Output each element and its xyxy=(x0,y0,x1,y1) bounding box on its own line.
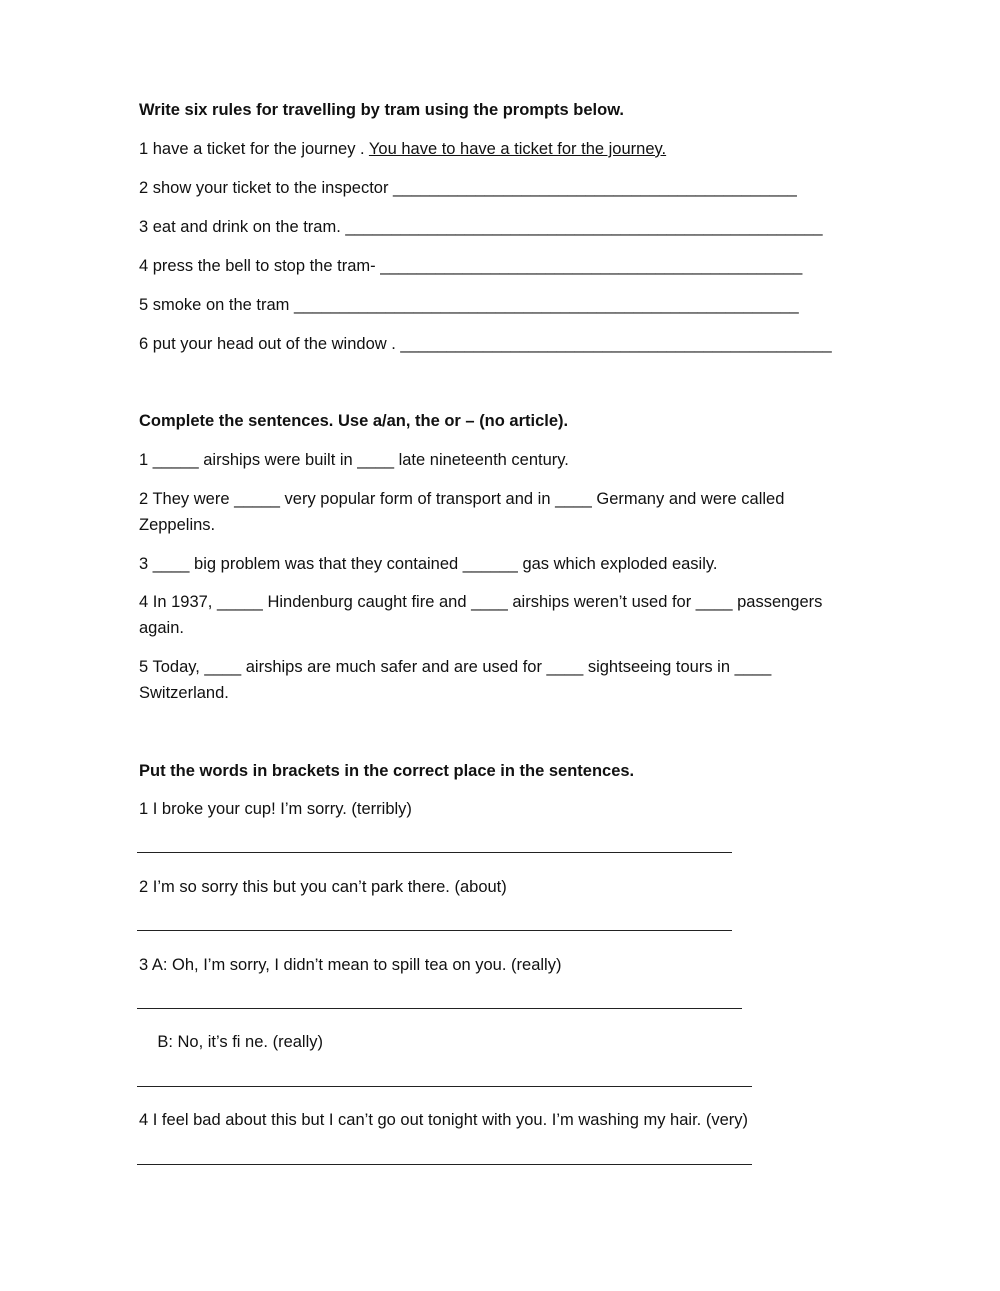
section-1-item-4: 4 press the bell to stop the tram- ______________________________________________ xyxy=(139,257,803,275)
section-1-heading: Write six rules for travelling by tram using the prompts below. xyxy=(139,101,625,119)
section-1-item-5: 5 smoke on the tram _______________________________________________________ xyxy=(139,296,799,314)
section-1-item-6: 6 put your head out of the window . _______________________________________________ xyxy=(139,335,832,353)
item-1-example-answer: You have to have a ticket for the journey. xyxy=(368,140,667,158)
answer-line-2[interactable] xyxy=(137,930,732,931)
answer-line-3[interactable] xyxy=(137,1008,742,1009)
answer-line-4[interactable] xyxy=(137,1086,752,1087)
item-1-prompt: 1 have a ticket for the journey . xyxy=(139,140,369,158)
section-3-item-3b: B: No, it’s fi ne. (really) xyxy=(139,1033,323,1051)
section-3-item-3: 3 A: Oh, I’m sorry, I didn’t mean to spill tea on you. (really) xyxy=(139,956,562,974)
section-3-item-1: 1 I broke your cup! I’m sorry. (terribly) xyxy=(139,800,412,818)
section-2-item-4: 4 In 1937, _____ Hindenburg caught fire and ____ airships weren’t used for ____ passengers again. xyxy=(139,593,823,637)
answer-line-1[interactable] xyxy=(137,852,732,853)
section-2-item-1: 1 _____ airships were built in ____ late nineteenth century. xyxy=(139,451,569,469)
section-3-item-4: 4 I feel bad about this but I can’t go out tonight with you. I’m washing my hair. (very) xyxy=(139,1111,748,1129)
section-2-item-5: 5 Today, ____ airships are much safer and are used for ____ sightseeing tours in ____ Switzerland. xyxy=(139,658,772,702)
section-3-item-2: 2 I’m so sorry this but you can’t park there. (about) xyxy=(139,878,507,896)
section-2-item-3: 3 ____ big problem was that they contained ______ gas which exploded easily. xyxy=(139,555,718,573)
section-1-item-1 xyxy=(139,136,666,162)
section-1-item-3: 3 eat and drink on the tram. ____________________________________________________ xyxy=(139,218,823,236)
section-2-heading: Complete the sentences. Use a/an, the or – (no article). xyxy=(139,412,569,430)
answer-line-5[interactable] xyxy=(137,1164,752,1165)
section-1-item-2: 2 show your ticket to the inspector ____________________________________________ xyxy=(139,179,797,197)
section-3-heading: Put the words in brackets in the correct place in the sentences. xyxy=(139,762,635,780)
section-2-item-2: 2 They were _____ very popular form of transport and in ____ Germany and were called Zeppelins. xyxy=(139,490,785,534)
